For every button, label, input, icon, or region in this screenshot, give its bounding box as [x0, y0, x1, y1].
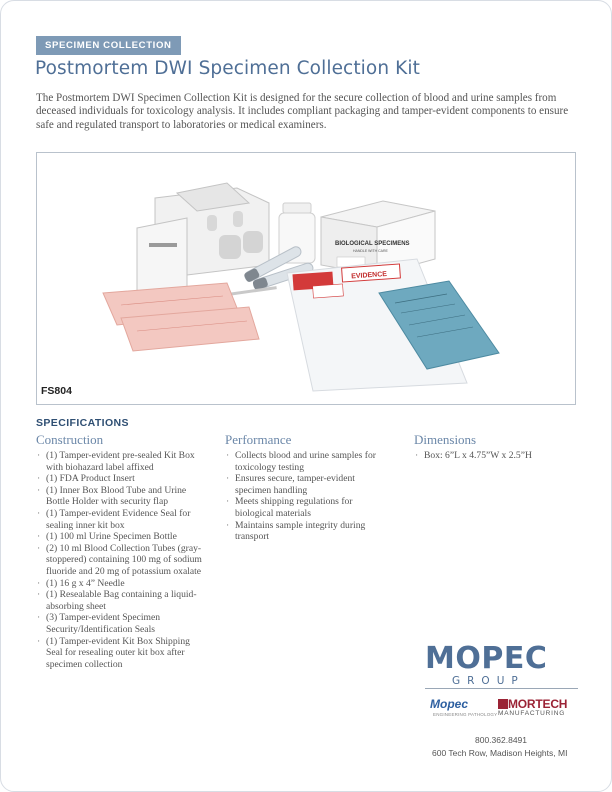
- category-tag: SPECIMEN COLLECTION: [36, 36, 181, 55]
- performance-list: [225, 450, 390, 543]
- performance-column: [225, 432, 390, 543]
- mopec-logo: MOPEC: [425, 641, 548, 676]
- list-item: · (1) 100 ml Urine Specimen Bottle: [36, 531, 208, 543]
- dimensions-heading: Dimensions: [414, 432, 477, 447]
- list-item: · (3) Tamper-evident Specimen Security/Identification Seals: [36, 612, 208, 635]
- mortech-tagline: MANUFACTURING: [498, 710, 566, 717]
- page-title: Postmortem DWI Specimen Collection Kit: [35, 58, 420, 79]
- phone-number: 800.362.8491: [475, 735, 527, 745]
- product-photo: [36, 152, 576, 405]
- list-item: · (1) Tamper-evident pre-sealed Kit Box with biohazard label affixed: [36, 450, 208, 473]
- performance-heading: Performance: [225, 432, 292, 447]
- logo-divider: [425, 688, 578, 689]
- list-item: · (1) Tamper-evident Kit Box Shipping Seal for resealing outer kit box after specimen collection: [36, 636, 208, 671]
- construction-column: [36, 432, 208, 670]
- product-code: FS804: [41, 385, 72, 397]
- list-item: · Box: 6”L x 4.75”W x 2.5”H: [414, 450, 584, 462]
- list-item: · Maintains sample integrity during transport: [225, 520, 390, 543]
- box-label: BIOLOGICAL SPECIMENS: [335, 241, 410, 247]
- evidence-label: EVIDENCE: [350, 270, 388, 281]
- kit-illustration: [37, 153, 576, 405]
- address: 600 Tech Row, Madison Heights, MI: [432, 748, 568, 758]
- construction-list: [36, 450, 208, 670]
- list-item: · (1) 16 g x 4” Needle: [36, 578, 208, 590]
- specifications-heading: SPECIFICATIONS: [36, 417, 129, 429]
- mopec-sub-logo: Mopec: [430, 697, 469, 711]
- list-item: · (2) 10 ml Blood Collection Tubes (gray-stoppered) containing 100 mg of sodium fluoride and 20 mg of potassium oxalate: [36, 543, 208, 578]
- construction-heading: Construction: [36, 432, 104, 447]
- list-item: · Ensures secure, tamper-evident specimen handling: [225, 473, 390, 496]
- list-item: · (1) Inner Box Blood Tube and Urine Bottle Holder with security flap: [36, 485, 208, 508]
- dimensions-list: [414, 450, 584, 462]
- list-item: · (1) Tamper-evident Evidence Seal for sealing inner kit box: [36, 508, 208, 531]
- mopec-sub-tagline: ENGINEERING PATHOLOGY: [433, 712, 498, 717]
- mopec-group-text: GROUP: [452, 675, 525, 687]
- dimensions-column: [414, 432, 584, 462]
- intro-paragraph: The Postmortem DWI Specimen Collection Kit is designed for the secure collection of blood and urine samples from deceased individuals for toxicology analysis. It includes compliant packaging and tamper-evident components to ensure safe and regulated transport to laboratories or medical examiners.: [36, 92, 569, 131]
- list-item: · Collects blood and urine samples for toxicology testing: [225, 450, 390, 473]
- mortech-mark-icon: [498, 699, 508, 709]
- box-sublabel: HANDLE WITH CARE: [353, 249, 388, 253]
- list-item: · Meets shipping regulations for biological materials: [225, 496, 390, 519]
- mortech-logo: MORTECH: [508, 697, 568, 711]
- list-item: · (1) FDA Product Insert: [36, 473, 208, 485]
- list-item: · (1) Resealable Bag containing a liquid-absorbing sheet: [36, 589, 208, 612]
